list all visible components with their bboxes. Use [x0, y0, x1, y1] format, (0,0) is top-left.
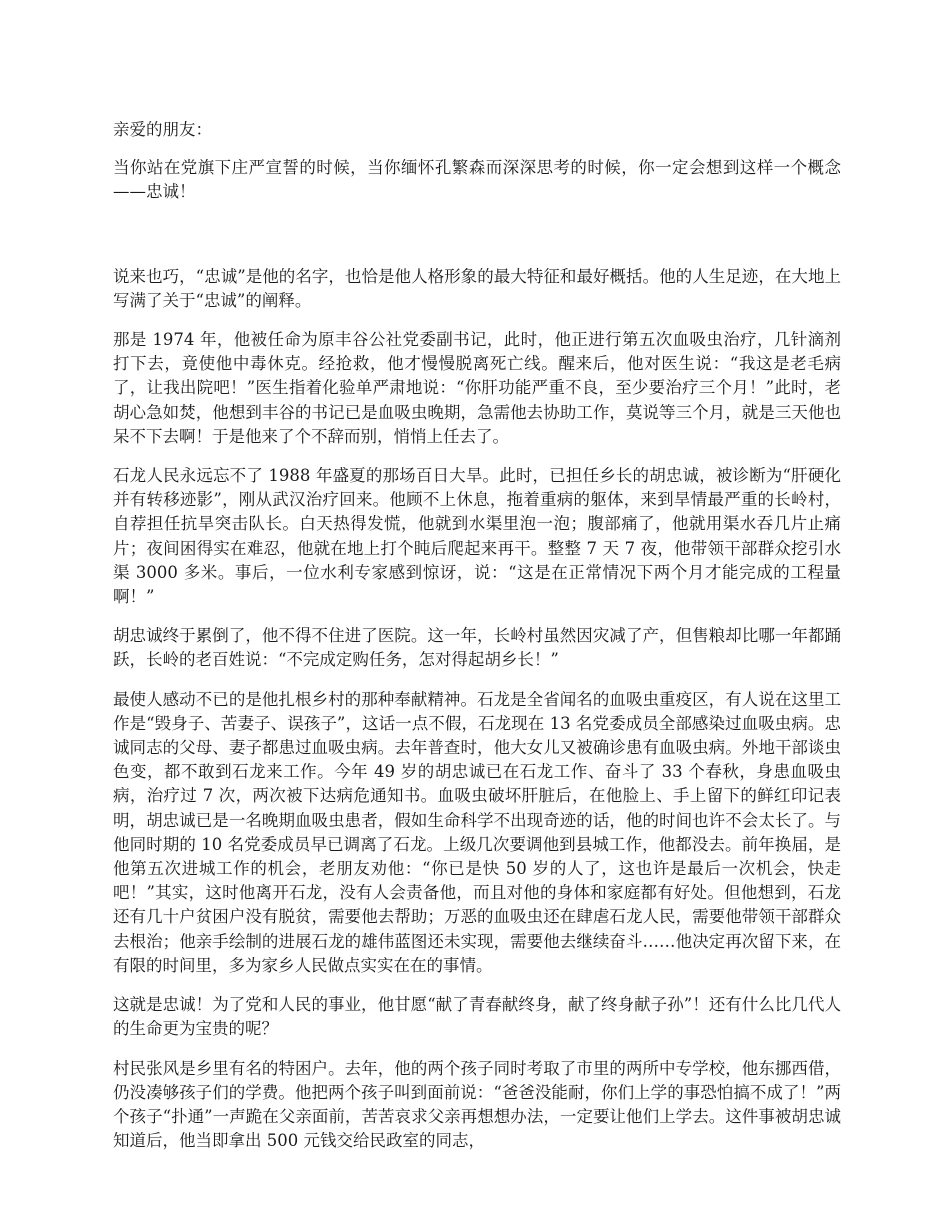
paragraph-1988-drought: 石龙人民永远忘不了 1988 年盛夏的那场百日大旱。此时，已担任乡长的胡忠诚，被诊断为“肝硬化并有转移迹影”，刚从武汉治疗回来。他顾不上休息，拖着重病的躯体，来到旱情最严重的长岭村，自荐担任抗旱突击队长。白天热得发慌，他就到水渠里泡一泡；腹部痛了，他就用渠水吞几片止痛片；夜间困得实在难忍，他就在地上打个盹后爬起来再干。整整 7 天 7 夜，他带领干部群众挖引水渠 3000 多米。事后，一位水利专家感到惊讶，说：“这是在正常情况下两个月才能完成的工程量啊！”: [113, 466, 841, 607]
salutation: 亲爱的朋友：: [113, 120, 212, 139]
paragraph-1974: 那是 1974 年，他被任命为原丰谷公社党委副书记，此时，他正进行第五次血吸虫治疗，几针滴剂打下去，竟使他中毒休克。经抢救，他才慢慢脱离死亡线。醒来后，他对医生说：“我这是老毛病了，让我出院吧！”医生指着化验单严肃地说：“你肝功能严重不良，至少要治疗三个月！”此时，老胡心急如焚，他想到丰谷的书记已是血吸虫晚期，急需他去协助工作，莫说等三个月，就是三天他也呆不下去啊！于是他来了个不辞而别，悄悄上任去了。: [113, 330, 841, 446]
paragraph-loyalty: 这就是忠诚！为了党和人民的事业，他甘愿“献了青春献终身，献了终身献子孙”！还有什么比几代人的生命更为宝贵的呢？: [113, 995, 841, 1039]
paragraph-name-meaning: 说来也巧，“忠诚”是他的名字，也恰是他人格形象的最大特征和最好概括。他的人生足迹，在大地上写满了关于“忠诚”的阐释。: [113, 266, 841, 310]
paragraph-dedication: 最使人感动不已的是他扎根乡村的那种奉献精神。石龙是全省闻名的血吸虫重疫区，有人说在这里工作是“毁身子、苦妻子、误孩子”，这话一点不假，石龙现在 13 名党委成员全部感染过血吸虫病。忠诚同志的父母、妻子都患过血吸虫病。去年普查时，他大女儿又被确诊患有血吸虫病。外地干部谈虫色变，都不敢到石龙来工作。今年 49 岁的胡忠诚已在石龙工作、奋斗了 33 个春秋，身患血吸虫病，治疗过 7 次，两次被下达病危通知书。血吸虫破坏肝脏后，在他脸上、手上留下的鲜红印记表明，胡忠诚已是一名晚期血吸虫患者，假如生命科学不出现奇迹的话，他的时间也许不会太长了。与他同时期的 10 名党委成员早已调离了石龙。上级几次要调他到县城工作，他都没去。前年换届，是他第五次进城工作的机会，老朋友劝他：“你已是快 50 岁的人了，这也许是最后一次机会，快走吧！”其实，这时他离开石龙，没有人会责备他，而且对他的身体和家庭都有好处。但他想到，石龙还有几十户贫困户没有脱贫，需要他去帮助；万恶的血吸虫还在肆虐石龙人民，需要他带领干部群众去根治；他亲手绘制的进展石龙的雄伟蓝图还未实现，需要他去继续奋斗……他决定再次留下来，在有限的时间里，多为家乡人民做点实实在在的事情。: [113, 689, 841, 975]
letter-document: [113, 118, 841, 1168]
paragraph-hospital: 胡忠诚终于累倒了，他不得不住进了医院。这一年，长岭村虽然因灾减了产，但售粮却比哪一年都踊跃，长岭的老百姓说：“不完成定购任务，怎对得起胡乡长！”: [113, 626, 841, 670]
intro-paragraph: 当你站在党旗下庄严宣誓的时候，当你缅怀孔繁森而深深思考的时候，你一定会想到这样一个概念——忠诚！: [113, 158, 841, 202]
paragraph-zhang-feng: 村民张风是乡里有名的特困户。去年，他的两个孩子同时考取了市里的两所中专学校，他东挪西借，仍没凑够孩子们的学费。他把两个孩子叫到面前说：“爸爸没能耐，你们上学的事恐怕搞不成了！”两个孩子“扑通”一声跪在父亲面前，苦苦哀求父亲再想想办法，一定要让他们上学去。这件事被胡忠诚知道后，他当即拿出 500 元钱交给民政室的同志，: [113, 1058, 841, 1151]
